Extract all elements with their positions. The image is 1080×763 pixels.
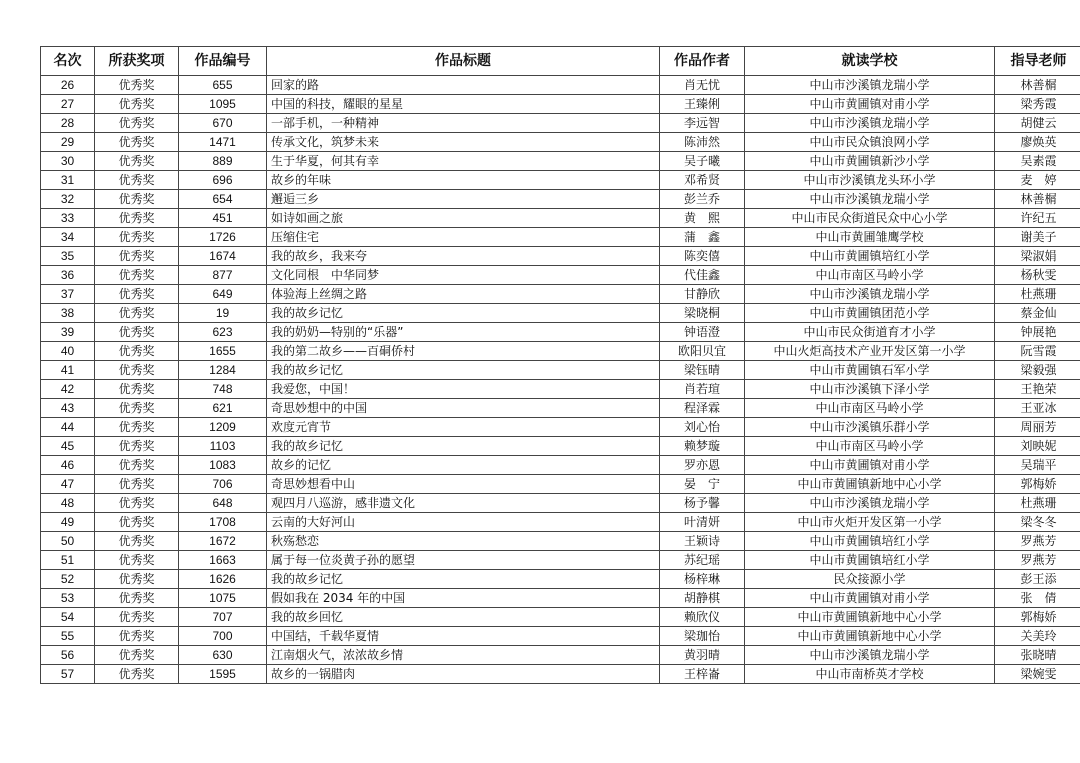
cell-award: 优秀奖: [95, 133, 179, 152]
cell-title: 云南的大好河山: [267, 513, 660, 532]
cell-work-id: 451: [179, 209, 267, 228]
table-row: [41, 133, 1080, 152]
cell-teacher: 周丽芳: [995, 418, 1080, 437]
cell-rank: 35: [41, 247, 95, 266]
cell-title: 我爱您，中国！: [267, 380, 660, 399]
cell-title: 我的故乡回忆: [267, 608, 660, 627]
cell-author: 梁钰晴: [660, 361, 745, 380]
cell-author: 陈沛然: [660, 133, 745, 152]
cell-school: 中山市黄圃镇对甫小学: [745, 589, 995, 608]
cell-author: 刘心怡: [660, 418, 745, 437]
cell-title: 邂逅三乡: [267, 190, 660, 209]
cell-award: 优秀奖: [95, 247, 179, 266]
cell-award: 优秀奖: [95, 266, 179, 285]
cell-author: 陈奕僖: [660, 247, 745, 266]
cell-work-id: 1672: [179, 532, 267, 551]
cell-work-id: 748: [179, 380, 267, 399]
cell-work-id: 648: [179, 494, 267, 513]
cell-award: 优秀奖: [95, 608, 179, 627]
cell-award: 优秀奖: [95, 76, 179, 95]
cell-award: 优秀奖: [95, 475, 179, 494]
cell-award: 优秀奖: [95, 342, 179, 361]
cell-teacher: 刘映妮: [995, 437, 1080, 456]
cell-award: 优秀奖: [95, 171, 179, 190]
cell-rank: 38: [41, 304, 95, 323]
cell-rank: 32: [41, 190, 95, 209]
cell-school: 中山市黄圃镇石军小学: [745, 361, 995, 380]
cell-rank: 49: [41, 513, 95, 532]
cell-teacher: 林善榍: [995, 190, 1080, 209]
cell-work-id: 1103: [179, 437, 267, 456]
cell-title: 我的故乡，我来夸: [267, 247, 660, 266]
table-row: [41, 513, 1080, 532]
cell-award: 优秀奖: [95, 627, 179, 646]
cell-rank: 37: [41, 285, 95, 304]
cell-teacher: 梁毅强: [995, 361, 1080, 380]
cell-rank: 34: [41, 228, 95, 247]
cell-teacher: 彭王添: [995, 570, 1080, 589]
cell-school: 中山市沙溪镇龙瑞小学: [745, 494, 995, 513]
table-row: [41, 190, 1080, 209]
cell-rank: 36: [41, 266, 95, 285]
cell-title: 中国结，千载华夏情: [267, 627, 660, 646]
cell-rank: 53: [41, 589, 95, 608]
cell-title: 压缩住宅: [267, 228, 660, 247]
cell-rank: 33: [41, 209, 95, 228]
table-row: [41, 342, 1080, 361]
cell-award: 优秀奖: [95, 399, 179, 418]
cell-rank: 31: [41, 171, 95, 190]
cell-work-id: 877: [179, 266, 267, 285]
table-row: [41, 114, 1080, 133]
cell-rank: 27: [41, 95, 95, 114]
award-list-document: [40, 46, 1067, 684]
cell-author: 晏 宁: [660, 475, 745, 494]
cell-school: 中山市黄圃镇新地中心小学: [745, 475, 995, 494]
cell-author: 彭兰乔: [660, 190, 745, 209]
cell-rank: 26: [41, 76, 95, 95]
cell-teacher: 郭梅娇: [995, 608, 1080, 627]
cell-title: 故乡的一锅腊肉: [267, 665, 660, 684]
cell-school: 中山市黄圃镇对甫小学: [745, 95, 995, 114]
cell-title: 我的故乡记忆: [267, 570, 660, 589]
cell-award: 优秀奖: [95, 570, 179, 589]
table-row: [41, 95, 1080, 114]
table-row: [41, 361, 1080, 380]
header-school: 就读学校: [745, 47, 995, 76]
cell-author: 梁珈怡: [660, 627, 745, 646]
cell-author: 蒲 鑫: [660, 228, 745, 247]
cell-award: 优秀奖: [95, 380, 179, 399]
cell-author: 杨予馨: [660, 494, 745, 513]
table-row: [41, 285, 1080, 304]
cell-rank: 47: [41, 475, 95, 494]
cell-school: 中山市黄圃雏鹰学校: [745, 228, 995, 247]
cell-work-id: 889: [179, 152, 267, 171]
cell-school: 中山市沙溪镇龙瑞小学: [745, 76, 995, 95]
cell-school: 中山市黄圃镇新地中心小学: [745, 608, 995, 627]
header-author: 作品作者: [660, 47, 745, 76]
cell-school: 中山市民众镇浪网小学: [745, 133, 995, 152]
cell-author: 肖若瑄: [660, 380, 745, 399]
cell-title: 欢度元宵节: [267, 418, 660, 437]
table-row: [41, 665, 1080, 684]
cell-school: 中山市沙溪镇龙瑞小学: [745, 285, 995, 304]
cell-title: 秋殇愁恋: [267, 532, 660, 551]
cell-title: 生于华夏，何其有幸: [267, 152, 660, 171]
cell-teacher: 吴素霞: [995, 152, 1080, 171]
cell-work-id: 707: [179, 608, 267, 627]
table-row: [41, 418, 1080, 437]
cell-award: 优秀奖: [95, 152, 179, 171]
cell-work-id: 1471: [179, 133, 267, 152]
cell-rank: 45: [41, 437, 95, 456]
cell-work-id: 670: [179, 114, 267, 133]
cell-award: 优秀奖: [95, 513, 179, 532]
cell-school: 中山市火炬开发区第一小学: [745, 513, 995, 532]
table-row: [41, 551, 1080, 570]
cell-teacher: 胡健云: [995, 114, 1080, 133]
header-title: 作品标题: [267, 47, 660, 76]
cell-teacher: 蔡金仙: [995, 304, 1080, 323]
cell-title: 中国的科技，耀眼的星星: [267, 95, 660, 114]
cell-award: 优秀奖: [95, 95, 179, 114]
cell-teacher: 梁婉雯: [995, 665, 1080, 684]
cell-author: 赖梦璇: [660, 437, 745, 456]
cell-rank: 46: [41, 456, 95, 475]
cell-rank: 42: [41, 380, 95, 399]
cell-author: 赖欣仪: [660, 608, 745, 627]
cell-teacher: 林善榍: [995, 76, 1080, 95]
cell-school: 中山市沙溪镇龙瑞小学: [745, 190, 995, 209]
table-row: [41, 380, 1080, 399]
cell-award: 优秀奖: [95, 209, 179, 228]
cell-teacher: 谢美子: [995, 228, 1080, 247]
cell-school: 中山市黄圃镇培红小学: [745, 247, 995, 266]
cell-award: 优秀奖: [95, 665, 179, 684]
cell-rank: 29: [41, 133, 95, 152]
cell-rank: 48: [41, 494, 95, 513]
cell-title: 属于每一位炎黄子孙的愿望: [267, 551, 660, 570]
cell-work-id: 623: [179, 323, 267, 342]
cell-school: 中山市黄圃镇对甫小学: [745, 456, 995, 475]
cell-title: 一部手机，一种精神: [267, 114, 660, 133]
cell-teacher: 梁秀霞: [995, 95, 1080, 114]
cell-school: 中山火炬高技术产业开发区第一小学: [745, 342, 995, 361]
cell-author: 欧阳贝宜: [660, 342, 745, 361]
header-teacher: 指导老师: [995, 47, 1080, 76]
cell-rank: 40: [41, 342, 95, 361]
table-row: [41, 646, 1080, 665]
cell-title: 江南烟火气，浓浓故乡情: [267, 646, 660, 665]
cell-teacher: 罗燕芳: [995, 551, 1080, 570]
cell-author: 杨梓琳: [660, 570, 745, 589]
cell-author: 黄羽晴: [660, 646, 745, 665]
cell-title: 我的故乡记忆: [267, 437, 660, 456]
cell-author: 王梓崙: [660, 665, 745, 684]
cell-work-id: 1209: [179, 418, 267, 437]
cell-author: 代佳鑫: [660, 266, 745, 285]
cell-title: 体验海上丝绸之路: [267, 285, 660, 304]
cell-author: 胡静棋: [660, 589, 745, 608]
table-row: [41, 532, 1080, 551]
cell-author: 钟语澄: [660, 323, 745, 342]
cell-rank: 55: [41, 627, 95, 646]
cell-work-id: 1075: [179, 589, 267, 608]
table-row: [41, 437, 1080, 456]
cell-teacher: 许纪五: [995, 209, 1080, 228]
cell-award: 优秀奖: [95, 114, 179, 133]
cell-school: 中山市黄圃镇培红小学: [745, 532, 995, 551]
table-row: [41, 76, 1080, 95]
cell-rank: 30: [41, 152, 95, 171]
cell-title: 观四月八巡游，感非遗文化: [267, 494, 660, 513]
cell-title: 传承文化，筑梦未来: [267, 133, 660, 152]
cell-work-id: 1284: [179, 361, 267, 380]
cell-work-id: 655: [179, 76, 267, 95]
table-row: [41, 589, 1080, 608]
cell-school: 中山市黄圃镇团范小学: [745, 304, 995, 323]
cell-teacher: 关美玲: [995, 627, 1080, 646]
cell-author: 程泽霖: [660, 399, 745, 418]
table-row: [41, 304, 1080, 323]
cell-award: 优秀奖: [95, 532, 179, 551]
cell-teacher: 罗燕芳: [995, 532, 1080, 551]
header-award: 所获奖项: [95, 47, 179, 76]
cell-work-id: 630: [179, 646, 267, 665]
table-row: [41, 228, 1080, 247]
cell-award: 优秀奖: [95, 361, 179, 380]
cell-author: 甘静欣: [660, 285, 745, 304]
cell-author: 肖无忧: [660, 76, 745, 95]
cell-teacher: 梁淑娟: [995, 247, 1080, 266]
cell-rank: 57: [41, 665, 95, 684]
cell-award: 优秀奖: [95, 304, 179, 323]
cell-rank: 51: [41, 551, 95, 570]
cell-award: 优秀奖: [95, 494, 179, 513]
cell-author: 苏纪瑶: [660, 551, 745, 570]
cell-award: 优秀奖: [95, 285, 179, 304]
cell-work-id: 1083: [179, 456, 267, 475]
cell-title: 我的第二故乡——百硐侨村: [267, 342, 660, 361]
cell-teacher: 廖焕英: [995, 133, 1080, 152]
table-row: [41, 266, 1080, 285]
cell-author: 梁晓桐: [660, 304, 745, 323]
cell-rank: 39: [41, 323, 95, 342]
cell-teacher: 麦 婷: [995, 171, 1080, 190]
cell-author: 邓希贤: [660, 171, 745, 190]
cell-school: 中山市沙溪镇龙瑞小学: [745, 646, 995, 665]
cell-rank: 44: [41, 418, 95, 437]
cell-school: 中山市南区马岭小学: [745, 399, 995, 418]
cell-work-id: 1655: [179, 342, 267, 361]
cell-school: 中山市民众街道民众中心小学: [745, 209, 995, 228]
cell-title: 奇思妙想中的中国: [267, 399, 660, 418]
cell-school: 中山市南桥英才学校: [745, 665, 995, 684]
cell-author: 吴子曦: [660, 152, 745, 171]
cell-work-id: 1626: [179, 570, 267, 589]
cell-award: 优秀奖: [95, 551, 179, 570]
cell-award: 优秀奖: [95, 437, 179, 456]
cell-work-id: 700: [179, 627, 267, 646]
cell-work-id: 1726: [179, 228, 267, 247]
cell-teacher: 王亚冰: [995, 399, 1080, 418]
cell-author: 罗亦恩: [660, 456, 745, 475]
cell-work-id: 696: [179, 171, 267, 190]
cell-award: 优秀奖: [95, 456, 179, 475]
cell-title: 故乡的记忆: [267, 456, 660, 475]
cell-teacher: 张晓晴: [995, 646, 1080, 665]
cell-teacher: 杨秋雯: [995, 266, 1080, 285]
cell-award: 优秀奖: [95, 190, 179, 209]
table-row: [41, 209, 1080, 228]
table-row: [41, 247, 1080, 266]
cell-rank: 56: [41, 646, 95, 665]
cell-work-id: 1595: [179, 665, 267, 684]
cell-author: 李远智: [660, 114, 745, 133]
cell-school: 中山市黄圃镇新地中心小学: [745, 627, 995, 646]
cell-rank: 50: [41, 532, 95, 551]
cell-teacher: 杜燕珊: [995, 494, 1080, 513]
table-row: [41, 570, 1080, 589]
cell-teacher: 张 倩: [995, 589, 1080, 608]
cell-rank: 41: [41, 361, 95, 380]
table-row: [41, 171, 1080, 190]
header-rank: 名次: [41, 47, 95, 76]
cell-rank: 28: [41, 114, 95, 133]
cell-teacher: 阮雪霞: [995, 342, 1080, 361]
cell-title: 故乡的年味: [267, 171, 660, 190]
cell-rank: 54: [41, 608, 95, 627]
header-row: [41, 47, 1080, 76]
table-row: [41, 627, 1080, 646]
cell-rank: 52: [41, 570, 95, 589]
cell-teacher: 王艳荣: [995, 380, 1080, 399]
cell-work-id: 621: [179, 399, 267, 418]
cell-work-id: 654: [179, 190, 267, 209]
cell-work-id: 1708: [179, 513, 267, 532]
cell-author: 黄 熙: [660, 209, 745, 228]
cell-work-id: 19: [179, 304, 267, 323]
cell-rank: 43: [41, 399, 95, 418]
table-row: [41, 323, 1080, 342]
award-table: [40, 46, 1080, 684]
table-row: [41, 608, 1080, 627]
cell-school: 中山市民众街道育才小学: [745, 323, 995, 342]
cell-school: 民众接源小学: [745, 570, 995, 589]
cell-title: 我的故乡记忆: [267, 361, 660, 380]
cell-award: 优秀奖: [95, 323, 179, 342]
cell-author: 叶清妍: [660, 513, 745, 532]
cell-teacher: 杜燕珊: [995, 285, 1080, 304]
cell-work-id: 1663: [179, 551, 267, 570]
cell-author: 王臻俐: [660, 95, 745, 114]
cell-title: 我的故乡记忆: [267, 304, 660, 323]
table-row: [41, 475, 1080, 494]
cell-school: 中山市黄圃镇新沙小学: [745, 152, 995, 171]
cell-author: 王颖诗: [660, 532, 745, 551]
header-work-id: 作品编号: [179, 47, 267, 76]
cell-school: 中山市南区马岭小学: [745, 437, 995, 456]
cell-award: 优秀奖: [95, 418, 179, 437]
table-body: [41, 76, 1080, 684]
cell-title: 假如我在 2034 年的中国: [267, 589, 660, 608]
table-row: [41, 494, 1080, 513]
cell-title: 回家的路: [267, 76, 660, 95]
cell-work-id: 1095: [179, 95, 267, 114]
cell-school: 中山市南区马岭小学: [745, 266, 995, 285]
cell-title: 文化同根 中华同梦: [267, 266, 660, 285]
table-row: [41, 456, 1080, 475]
cell-school: 中山市沙溪镇下泽小学: [745, 380, 995, 399]
cell-school: 中山市沙溪镇乐群小学: [745, 418, 995, 437]
cell-title: 我的奶奶—特别的“乐器”: [267, 323, 660, 342]
cell-title: 奇思妙想看中山: [267, 475, 660, 494]
cell-teacher: 吴瑞平: [995, 456, 1080, 475]
cell-teacher: 钟展艳: [995, 323, 1080, 342]
cell-award: 优秀奖: [95, 228, 179, 247]
cell-school: 中山市黄圃镇培红小学: [745, 551, 995, 570]
cell-teacher: 梁冬冬: [995, 513, 1080, 532]
cell-school: 中山市沙溪镇龙瑞小学: [745, 114, 995, 133]
cell-award: 优秀奖: [95, 589, 179, 608]
cell-teacher: 郭梅娇: [995, 475, 1080, 494]
cell-school: 中山市沙溪镇龙头环小学: [745, 171, 995, 190]
cell-work-id: 1674: [179, 247, 267, 266]
cell-work-id: 649: [179, 285, 267, 304]
cell-work-id: 706: [179, 475, 267, 494]
cell-award: 优秀奖: [95, 646, 179, 665]
table-row: [41, 152, 1080, 171]
table-row: [41, 399, 1080, 418]
cell-title: 如诗如画之旅: [267, 209, 660, 228]
